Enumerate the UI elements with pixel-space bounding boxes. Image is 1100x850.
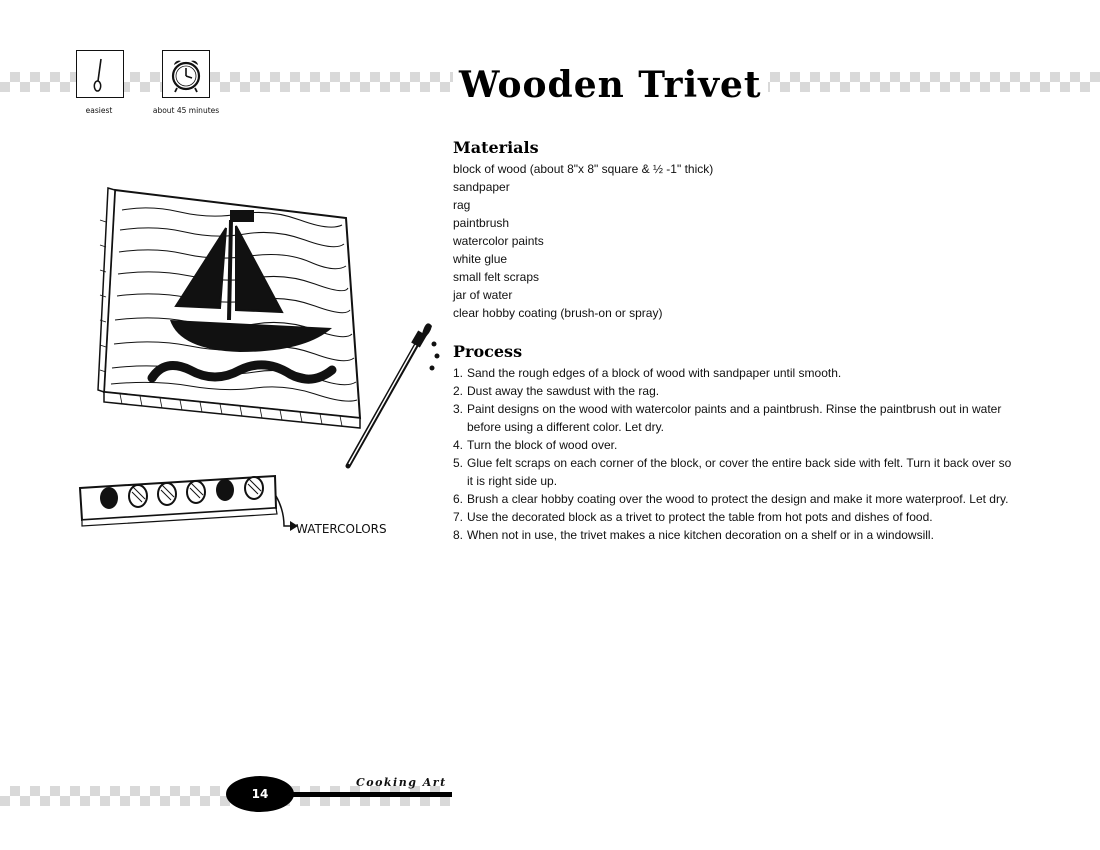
- process-step: [453, 364, 1013, 382]
- step-text: Use the decorated block as a trivet to protect the table from hot pots and dishes of food.: [467, 510, 933, 524]
- page-title: Wooden Trivet: [453, 64, 768, 106]
- step-text: Glue felt scraps on each corner of the block, or cover the entire back side with felt. Turn it back over so it is right side up.: [467, 456, 1012, 488]
- step-number: 8.: [453, 528, 464, 542]
- step-text: Dust away the sawdust with the rag.: [467, 384, 660, 398]
- watercolor-palette-illustration: [80, 476, 298, 531]
- process-step: [453, 400, 1013, 436]
- page-number: 14: [226, 776, 294, 812]
- material-item: paintbrush: [453, 216, 510, 230]
- material-item: white glue: [453, 252, 508, 266]
- process-step: [453, 382, 1013, 400]
- trivet-illustration: [70, 170, 450, 560]
- step-number: 1.: [453, 366, 464, 380]
- time-box: [162, 50, 210, 98]
- materials-heading: Materials: [453, 138, 539, 157]
- paintbrush-illustration: [348, 323, 440, 466]
- step-number: 7.: [453, 510, 464, 524]
- step-text: Turn the block of wood over.: [467, 438, 618, 452]
- alarm-clock-icon: [163, 51, 209, 97]
- step-text: When not in use, the trivet makes a nice kitchen decoration on a shelf or in a windowsill.: [467, 528, 934, 542]
- footer-rule: [290, 792, 452, 797]
- process-step: [453, 454, 1013, 490]
- process-step: [453, 436, 1013, 454]
- materials-list: [453, 160, 993, 322]
- difficulty-label: easiest: [85, 106, 113, 115]
- material-item: block of wood (about 8"x 8" square & ½ -1" thick): [453, 162, 714, 176]
- time-label: about 45 minutes: [152, 106, 220, 115]
- step-number: 2.: [453, 384, 464, 398]
- wood-block-illustration: [98, 188, 360, 428]
- material-item: sandpaper: [453, 180, 510, 194]
- step-text: Brush a clear hobby coating over the wood to protect the design and make it more waterproof. Let dry.: [467, 492, 1009, 506]
- material-item: clear hobby coating (brush-on or spray): [453, 306, 663, 320]
- watercolors-callout: WATERCOLORS: [296, 522, 387, 536]
- process-step: [453, 526, 1013, 544]
- step-number: 4.: [453, 438, 464, 452]
- section-name: Cooking Art: [356, 776, 447, 789]
- step-number: 6.: [453, 492, 464, 506]
- material-item: jar of water: [453, 288, 513, 302]
- material-item: rag: [453, 198, 471, 212]
- material-item: small felt scraps: [453, 270, 540, 284]
- step-number: 5.: [453, 456, 464, 470]
- difficulty-box: [76, 50, 124, 98]
- material-item: watercolor paints: [453, 234, 544, 248]
- step-number: 3.: [453, 402, 464, 416]
- step-text: Paint designs on the wood with watercolor paints and a paintbrush. Rinse the paintbrush out in water before using a different color. Let dry.: [467, 402, 1002, 434]
- process-step: [453, 508, 1013, 526]
- process-step: [453, 490, 1013, 508]
- process-heading: Process: [453, 342, 523, 361]
- step-text: Sand the rough edges of a block of wood with sandpaper until smooth.: [467, 366, 842, 380]
- spoon-icon: [77, 51, 123, 97]
- process-list: [453, 364, 1013, 544]
